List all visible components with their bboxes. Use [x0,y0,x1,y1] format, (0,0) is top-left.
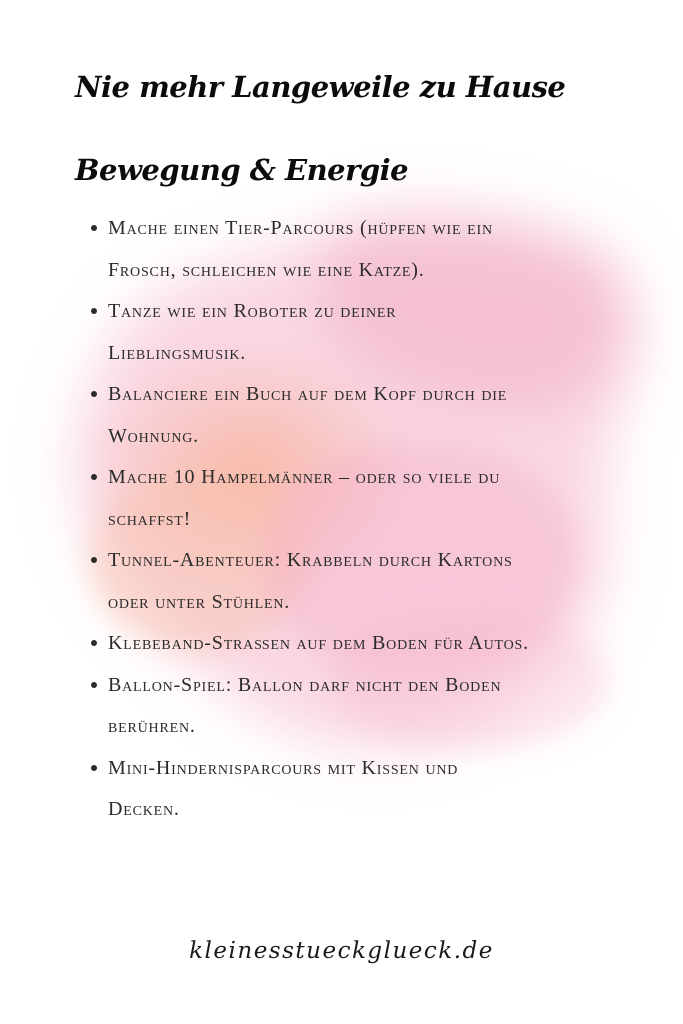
list-item: Mache 10 Hampelmänner – oder so viele du schaffst! [108,457,648,540]
website-footer: kleinesstueckglueck.de [189,938,494,964]
list-item: Tunnel-Abenteuer: Krabbeln durch Kartons oder unter Stühlen. [108,540,648,623]
list-item: Mini-Hindernisparcours mit Kissen und Decken. [108,748,648,831]
list-item: Mache einen Tier-Parcours (hüpfen wie ein Frosch, schleichen wie eine Katze). [108,208,648,291]
section-heading: Bewegung & Energie [75,153,409,187]
list-item: Balanciere ein Buch auf dem Kopf durch die Wohnung. [108,374,648,457]
list-item: Klebeband-Straßen auf dem Boden für Autos. [108,623,648,665]
page-title: Nie mehr Langeweile zu Hause [75,70,566,104]
list-item: Ballon-Spiel: Ballon darf nicht den Boden berühren. [108,665,648,748]
list-item: Tanze wie ein Roboter zu deiner Lieblingsmusik. [108,291,648,374]
activity-list [84,208,648,831]
